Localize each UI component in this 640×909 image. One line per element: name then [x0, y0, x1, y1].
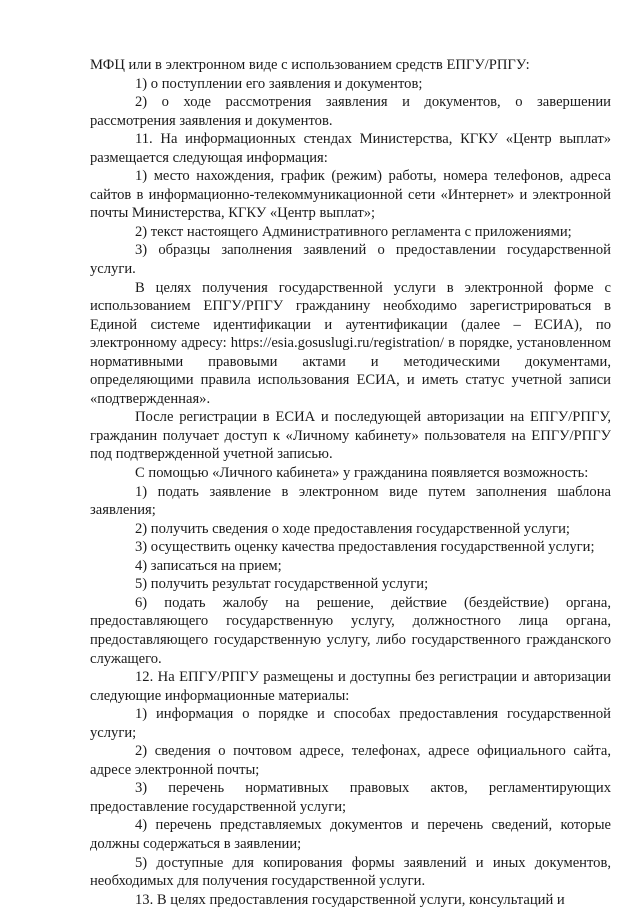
list-item: 2) о ходе рассмотрения заявления и документов, о завершении рассмотрения заявления и документов. — [90, 94, 611, 129]
paragraph: После регистрации в ЕСИА и последующей авторизации на ЕПГУ/РПГУ, гражданин получает доступ к «Личному кабинету» пользователя на ЕПГУ/РПГУ под подтвержденной учетной записью. — [90, 409, 611, 463]
paragraph-continuation: МФЦ или в электронном виде с использованием средств ЕПГУ/РПГУ: — [90, 57, 530, 73]
paragraph: С помощью «Личного кабинета» у гражданина появляется возможность: — [135, 465, 589, 482]
list-item: 3) образцы заполнения заявлений о предоставлении государственной услуги. — [90, 242, 611, 278]
list-item: 3) осуществить оценку качества предоставления государственной услуги; — [135, 539, 595, 556]
list-item: 2) текст настоящего Административного регламента с приложениями; — [135, 223, 572, 240]
list-item: 4) перечень представляемых документов и перечень сведений, которые должны содержаться в заявлении; — [90, 817, 611, 852]
list-item: 5) получить результат государственной услуги; — [135, 576, 429, 593]
section-13-paragraph: 13. В целях предоставления государственной услуги, консультаций и — [135, 891, 565, 908]
esia-registration-paragraph: В целях получения государственной услуги в электронной форме с использованием ЕПГУ/РПГУ гражданину необходимо зарегистрироваться в Единой системе идентификации и аутентификации (далее – ЕСИА), по электронному адресу: https://esia.gosuslugi.ru/registration/ в порядке, установленном нормативными правовыми актами и методическими документами, определяющими правила использования ЕСИА, и иметь статус учетной записи «подтвержденная». — [90, 279, 611, 407]
list-item: 1) о поступлении его заявления и документов; — [135, 75, 423, 92]
list-item: 2) сведения о почтовом адресе, телефонах, адресе официального сайта, адресе электронной почты; — [90, 743, 611, 778]
list-item: 5) доступные для копирования формы заявлений и иных документов, необходимых для получения государственной услуги. — [90, 854, 611, 890]
list-item: 1) подать заявление в электронном виде путем заполнения шаблона заявления; — [90, 483, 611, 519]
list-item: 1) информация о порядке и способах предоставления государственной услуги; — [90, 706, 611, 741]
list-item: 1) место нахождения, график (режим) работы, номера телефонов, адреса сайтов в информационно-телекоммуникационной сети «Интернет» и электронной почты Министерства, КГКУ «Центр выплат»; — [90, 168, 611, 222]
section-11-paragraph: 11. На информационных стендах Министерства, КГКУ «Центр выплат» размещается следующая информация: — [90, 131, 611, 166]
document-page — [90, 56, 611, 909]
list-item: 6) подать жалобу на решение, действие (бездействие) органа, предоставляющего государственную услугу, должностного лица органа, предоставляющего государственную услугу, либо государственного гражданского служащего. — [90, 594, 611, 667]
section-12-paragraph: 12. На ЕПГУ/РПГУ размещены и доступны без регистрации и авторизации следующие информационные материалы: — [90, 669, 611, 704]
list-item: 2) получить сведения о ходе предоставления государственной услуги; — [135, 520, 570, 537]
list-item: 3) перечень нормативных правовых актов, регламентирующих предоставление государственной услуги; — [90, 780, 611, 815]
list-item: 4) записаться на прием; — [135, 557, 282, 574]
